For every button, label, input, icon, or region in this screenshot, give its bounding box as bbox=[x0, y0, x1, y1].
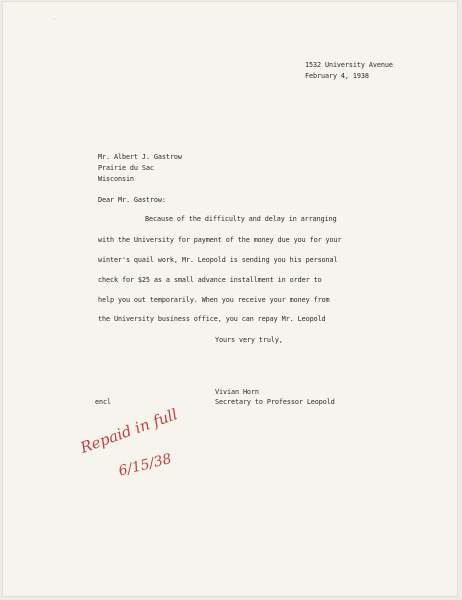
return-address-street: 1532 University Avenue bbox=[305, 61, 393, 69]
recipient-state: Wisconsin bbox=[98, 175, 134, 183]
recipient-city: Prairie du Sac bbox=[98, 164, 154, 172]
signer-name: Vivian Horn bbox=[215, 388, 259, 396]
recipient-name: Mr. Albert J. Gastrow bbox=[98, 153, 182, 161]
body-line: with the University for payment of the money due you for your bbox=[98, 236, 342, 244]
letter-date: February 4, 1938 bbox=[305, 72, 369, 80]
salutation: Dear Mr. Gastrow: bbox=[98, 196, 166, 204]
handwritten-repaid-date: 6/15/38 bbox=[117, 450, 174, 480]
faint-mark: ~ bbox=[52, 16, 58, 23]
enclosure-note: encl bbox=[95, 398, 111, 406]
closing: Yours very truly, bbox=[215, 336, 283, 344]
body-line: help you out temporarily. When you receive your money from bbox=[98, 296, 330, 304]
body-line: winter's quail work, Mr. Leopold is sending you his personal bbox=[98, 256, 338, 264]
body-line: the University business office, you can repay Mr. Leopold bbox=[98, 315, 326, 323]
body-line: Because of the difficulty and delay in arranging bbox=[145, 215, 337, 223]
signer-title: Secretary to Professor Leopold bbox=[215, 398, 335, 406]
handwritten-repaid-note: Repaid in full bbox=[78, 405, 180, 457]
body-line: check for $25 as a small advance installment in order to bbox=[98, 276, 322, 284]
